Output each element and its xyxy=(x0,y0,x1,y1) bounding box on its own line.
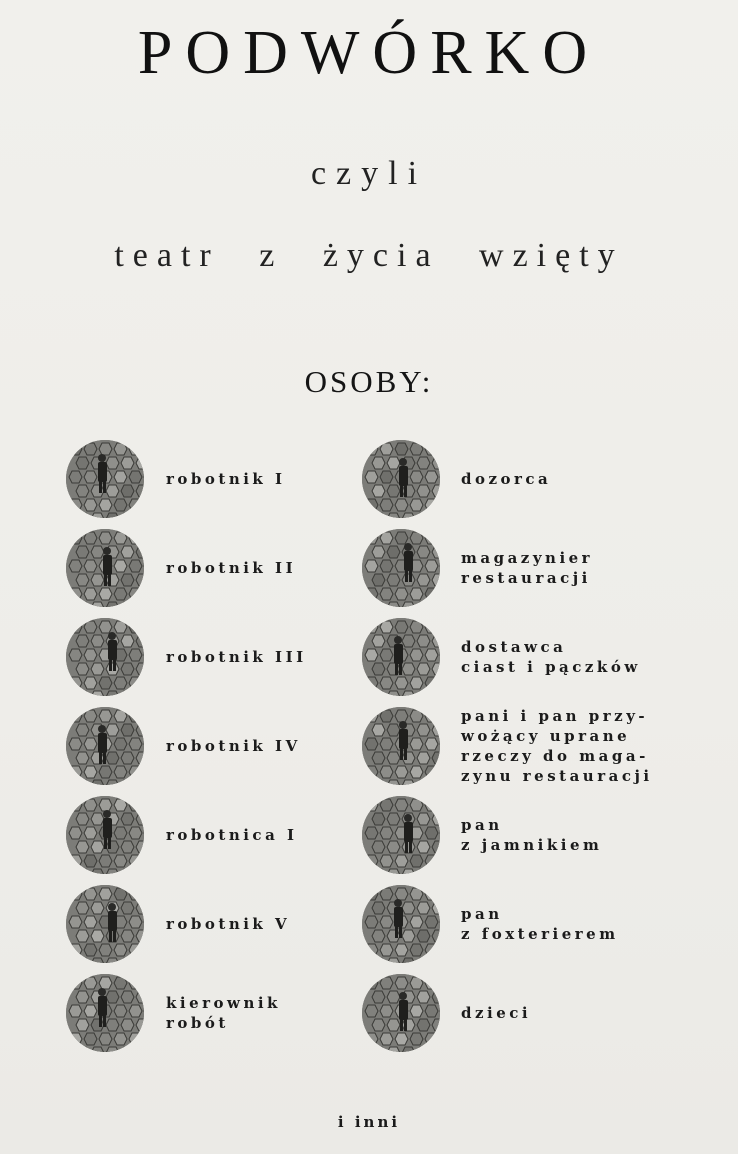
left-character-label xyxy=(166,647,307,667)
right-character-label xyxy=(461,904,619,944)
character-label-line: zynu restauracji xyxy=(461,767,653,785)
character-label-line: wożący uprane xyxy=(461,727,631,745)
character-label-line: robotnik I xyxy=(166,470,286,488)
character-label-line: z jamnikiem xyxy=(461,836,603,854)
character-label-line: robotnik V xyxy=(166,915,291,933)
character-label-line: ciast i pączków xyxy=(461,658,641,676)
left-character-photo xyxy=(66,618,144,696)
left-character-photo xyxy=(66,529,144,607)
character-label-line: magazynier xyxy=(461,549,594,567)
character-label-line: kierownik xyxy=(166,994,281,1012)
right-character-label xyxy=(461,548,593,588)
left-character-photo xyxy=(66,440,144,518)
left-character-label xyxy=(166,825,298,845)
right-character-label xyxy=(461,637,641,677)
character-label-line: restauracji xyxy=(461,569,591,587)
subtitle-line-2: teatr z życia wzięty xyxy=(114,237,624,274)
character-label-line: robotnica I xyxy=(166,826,298,844)
subtitle-line-1: czyli xyxy=(310,155,428,192)
right-character-photo xyxy=(362,885,440,963)
right-character-photo xyxy=(362,618,440,696)
poster-title: PODWÓRKO xyxy=(137,19,601,87)
character-label-line: pan xyxy=(461,816,503,834)
right-character-photo xyxy=(362,440,440,518)
right-character-photo xyxy=(362,707,440,785)
character-label-line: pani i pan przy- xyxy=(461,707,649,725)
footer-text: i inni xyxy=(337,1113,401,1131)
right-character-label xyxy=(461,815,602,855)
character-label-line: rzeczy do maga- xyxy=(461,747,649,765)
left-character-label xyxy=(166,993,281,1033)
right-character-photo xyxy=(362,529,440,607)
character-label-line: dostawca xyxy=(461,638,567,656)
character-label-line: robotnik III xyxy=(166,648,307,666)
left-character-label xyxy=(166,558,296,578)
right-character-photo xyxy=(362,974,440,1052)
left-character-photo xyxy=(66,974,144,1052)
right-character-label xyxy=(461,469,551,489)
left-character-photo xyxy=(66,885,144,963)
character-label-line: robotnik IV xyxy=(166,737,301,755)
character-label-line: pan xyxy=(461,905,503,923)
character-label-line: robotnik II xyxy=(166,559,297,577)
right-character-label xyxy=(461,706,653,786)
character-label-line: dzieci xyxy=(461,1004,532,1022)
left-character-photo xyxy=(66,796,144,874)
left-character-label xyxy=(166,736,301,756)
right-character-label xyxy=(461,1003,531,1023)
left-character-label xyxy=(166,914,290,934)
left-character-label xyxy=(166,469,286,489)
cast-heading: OSOBY: xyxy=(304,364,434,399)
left-character-photo xyxy=(66,707,144,785)
character-label-line: robót xyxy=(166,1014,229,1032)
character-label-line: z foxterierem xyxy=(461,925,619,943)
character-label-line: dozorca xyxy=(461,470,552,488)
right-character-photo xyxy=(362,796,440,874)
